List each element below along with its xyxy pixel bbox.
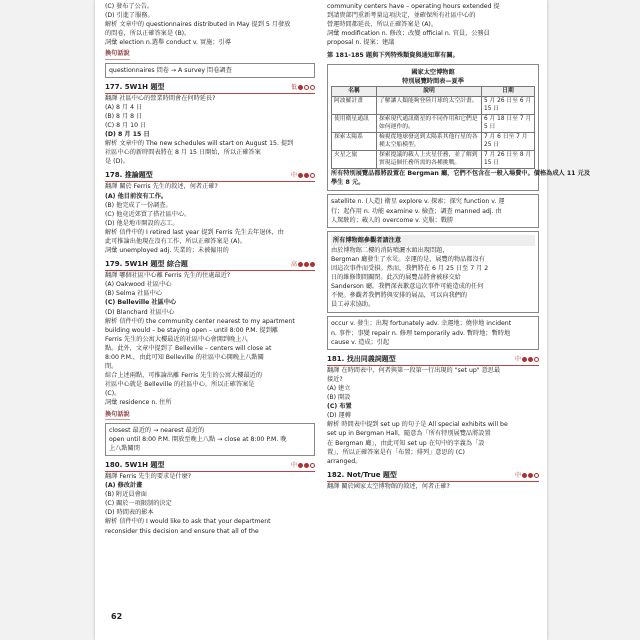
option-line: (A) Oakwood 社區中心: [105, 281, 172, 289]
difficulty-label: 中: [514, 355, 521, 363]
explanation-line: 是 (D)。: [105, 158, 129, 166]
option-line: (A) 建立: [327, 384, 351, 392]
question-number: 181. 找出同義詞題型: [327, 354, 396, 363]
translation-line: 翻譯 關於國家太空博物館的敘述，何者正確?: [327, 482, 450, 490]
answer-option-line: (C) 布置: [327, 403, 352, 411]
translation-line: 翻譯 哪個社區中心離 Ferris 先生的住處最近?: [105, 272, 231, 280]
table-cell: 阿波羅計畫: [332, 97, 377, 115]
paraphrase-heading: 換句話說: [105, 49, 130, 59]
explanation-line: 的問卷，所以正確答案是 (B)。: [105, 30, 191, 38]
table-cell: 5 月 26 日至 6 月 15 日: [482, 97, 535, 115]
option-line: (D) 時間表的影本: [105, 509, 154, 517]
translation-line: 翻譯 關於 Ferris 先生的敘述，何者正確?: [105, 183, 218, 191]
option-line: (B) Selma 社區中心: [105, 290, 163, 298]
paraphrase-box: [105, 63, 315, 78]
paraphrase-line: 上八點關閉: [109, 444, 140, 452]
table-row: [332, 115, 535, 133]
option-line: (B) 8 月 8 日: [105, 112, 143, 120]
explanation-line: 在 Bergman 廳」，由此可知 set up 在句中的字義為「設: [327, 439, 485, 447]
explanation-line: 社區中心的新時間表將在 8 月 15 日開始，所以正確答案: [105, 149, 261, 157]
option-line: (A) 8 月 4 日: [105, 103, 143, 111]
question-177-header: [105, 82, 315, 94]
difficulty-indicator: [291, 460, 315, 471]
table-note: 學生 8 元。: [331, 179, 365, 187]
schedule-subtitle: 特別展覽時間表—夏季: [402, 77, 464, 85]
question-178-header: [105, 170, 315, 182]
option-line: (C) 發布了公告。: [105, 3, 154, 10]
difficulty-label: 中: [290, 172, 297, 180]
explanation-line: Ferris 先生的公寓大樓最近的社區中心會開到晚上八: [105, 335, 248, 343]
explanation-line: set up in Bergman Hall，隨意為「所有特別展覽品將設置: [327, 430, 491, 438]
difficulty-indicator: [291, 82, 315, 93]
option-line: (D) 運轉: [327, 412, 351, 420]
vocab-line: n. 事件；事變 repair n. 修理 temporarily adv. 暫時地；暫時地: [331, 329, 511, 337]
difficulty-indicator: [515, 470, 539, 481]
explanation-line: 解析 時間表中提到 set up 的句子是 All special exhibits will be: [327, 421, 508, 429]
explanation-line: 營運時間都延長，所以正確答案是 (A)。: [327, 21, 438, 29]
answer-option-line: (D) 8 月 15 日: [105, 131, 150, 139]
right-column: [327, 2, 591, 491]
question-181-header: [327, 354, 539, 366]
explanation-line: arranged。: [327, 457, 362, 465]
explanation-line: 解析 文章中的 questionnaires distributed in May 提到 5 月發放: [105, 21, 291, 29]
explanation-line: 解析 信件中的 I retired last year 提到 Ferris 先生去年退休，由: [105, 228, 284, 236]
table-cell: 了解讓人類能夠登陸月球的太空計畫。: [377, 97, 482, 115]
filled-dot-icon: [298, 463, 303, 468]
explanation-line: 閉。: [105, 363, 118, 371]
filled-dot-icon: [528, 473, 533, 478]
paraphrase-box: [105, 423, 315, 456]
vocab-line: occur v. 發生；出現 fortunately adv. 幸運地；僥倖地 incident: [331, 320, 512, 328]
table-cell: 探索現代通訊衛星的不同作用和它們是如何運作的。: [377, 115, 482, 133]
difficulty-label: 中: [514, 471, 521, 479]
explanation-line: 到請貴部門重新考量這項決定，並確保所有社區中心的: [327, 12, 476, 20]
table-cell: 探索提議的載人上火星任務，並了解到實現這個任務所需的各種挑戰。: [377, 151, 482, 169]
answer-option-line: (C) Belleville 社區中心: [105, 299, 177, 307]
translation-line: 接近?: [327, 375, 343, 383]
empty-dot-icon: [310, 173, 315, 178]
question-182-header: [327, 470, 539, 482]
question-number: 182. Not/True 題型: [327, 470, 397, 479]
explanation-line: 此可推論出他現在沒有工作，所以正確答案是 (A)。: [105, 237, 246, 245]
translation-line: 翻譯 Ferris 先生的要求是什麼?: [105, 472, 192, 480]
question-179-header: [105, 259, 315, 271]
empty-dot-icon: [534, 357, 539, 362]
paraphrase-line: closest 最近的 → nearest 最近的: [109, 426, 205, 434]
vocab-line: satellite n. (人造) 衛星 explore v. 探索；探究 function v. 運: [331, 198, 505, 206]
explanation-line: building would – be staying open – until 8:00 P.M. 提到離: [105, 326, 279, 334]
answer-option-line: (A) 修改計畫: [105, 482, 143, 490]
page-number: 62: [111, 612, 123, 621]
question-number: 180. 5W1H 題型: [105, 460, 165, 469]
option-line: (B) 他完成了一份調查。: [105, 201, 172, 209]
translation-line: 翻譯 社區中心的營業時間會在何時延長?: [105, 94, 216, 102]
notice-line: 因這次事件而受損。然而，我們將在 6 月 25 日至 7 月 2: [331, 265, 489, 272]
museum-title: 國家太空博物館: [411, 68, 455, 76]
difficulty-indicator: [515, 354, 539, 365]
explanation-line: 解析 文章中的 The new schedules will start on August 15. 提到: [105, 140, 294, 148]
vocab-line: 詞彙 modification n. 修改；改變 official n. 官員，公務員: [327, 30, 490, 38]
table-row: [332, 97, 535, 115]
table-row: [332, 133, 535, 151]
filled-dot-icon: [522, 473, 527, 478]
difficulty-indicator: [291, 170, 315, 181]
filled-dot-icon: [522, 357, 527, 362]
filled-dot-icon: [528, 357, 533, 362]
option-line: (D) Blanchard 社區中心: [105, 308, 175, 316]
option-line: (B) 開設: [327, 394, 351, 402]
difficulty-label: 低: [290, 83, 297, 91]
notice-box: [327, 231, 539, 314]
table-cell: 7 月 6 日至 7 月 25 日: [482, 133, 535, 151]
explanation-line: community centers have – operating hours extended 提: [327, 3, 500, 10]
difficulty-indicator: [291, 259, 315, 270]
filled-dot-icon: [298, 173, 303, 178]
filled-dot-icon: [304, 173, 309, 178]
explanation-line: 綜合上述兩點，可推論出離 Ferris 先生的公寓大樓最近的: [105, 372, 263, 380]
paraphrase-line: questionnaires 問卷 → A survey 問卷調查: [109, 66, 232, 74]
notice-line: Sanderson 廳。我們深表歉意這次事件可能造成的任何: [331, 283, 484, 291]
vocab-line: cause v. 造成；引起: [331, 338, 390, 346]
option-line: (C) 8 月 10 日: [105, 121, 147, 129]
filled-dot-icon: [310, 262, 315, 267]
table-cell: 火星之旅: [332, 151, 377, 169]
paraphrase-heading: 換句話說: [105, 410, 130, 420]
left-column: [105, 2, 315, 536]
exhibit-table: [331, 86, 535, 170]
filled-dot-icon: [304, 463, 309, 468]
table-header: 說明: [377, 86, 482, 97]
table-row: [332, 151, 535, 169]
table-cell: 探索太陽系: [332, 133, 377, 151]
question-180-header: [105, 460, 315, 472]
empty-dot-icon: [310, 85, 315, 90]
explanation-line: 8:00 P.M.，由此可知 Belleville 的社區中心開晚上八點關: [105, 354, 264, 361]
explanation-line: 點。此外，文章中提到了 Belleville – centers will close at: [105, 344, 272, 352]
notice-line: 不便。參觀者我們將與安排的展品，可以向我們的: [331, 292, 468, 300]
paraphrase-line: open until 8:00 P.M. 開放至晚上八點 → close at 8:00 P.M. 晚: [109, 435, 287, 443]
table-cell: 使用衛星通訊: [332, 115, 377, 133]
filled-dot-icon: [298, 262, 303, 267]
notice-line: 由於博物館二樓的消防噴灑水頭出現問題，: [331, 246, 449, 254]
difficulty-label: 中: [290, 461, 297, 469]
vocab-line: 行；起作用 n. 功能 examine v. 檢查；調查 manned adj. 由: [331, 207, 502, 215]
question-number: 177. 5W1H 題型: [105, 82, 165, 91]
empty-dot-icon: [310, 463, 315, 468]
difficulty-label: 高: [290, 261, 297, 269]
empty-dot-icon: [534, 473, 539, 478]
empty-dot-icon: [304, 85, 309, 90]
table-cell: 7 月 26 日至 8 月 15 日: [482, 151, 535, 169]
vocab-box: [327, 194, 539, 227]
table-header: 日期: [482, 86, 535, 97]
vocab-line: proposal n. 提案；建議: [327, 39, 395, 47]
translation-line: 翻譯 在時間表中，何者與第一段第一行出現的 "set up" 意思最: [327, 366, 501, 374]
table-header: 名稱: [332, 86, 377, 97]
vocab-box: [327, 316, 539, 349]
table-cell: 檢視從地球發送到太陽系其他行星的各種太空船模型。: [377, 133, 482, 151]
question-number: 178. 推論題型: [105, 171, 153, 180]
explanation-line: reconsider this decision and ensure that all of the: [105, 527, 259, 535]
option-line: (C) 他竟近郊買了搭社區中心。: [105, 210, 191, 218]
option-line: (D) 他是地市開設的志工。: [105, 219, 179, 227]
option-line: (B) 附近員會面: [105, 491, 147, 499]
notice-title: 所有博物館參觀者請注意: [331, 235, 535, 246]
notice-line: 日的維修期間關閉。此次的展覽品將會被移交給: [331, 274, 461, 282]
answer-option-line: (A) 他目前沒有工作。: [105, 192, 168, 200]
notice-line: 員工尋求協助。: [331, 301, 375, 309]
filled-dot-icon: [298, 85, 303, 90]
explanation-line: 社區中心就是 Belleville 的社區中心，所以正確答案是: [105, 381, 255, 389]
explanation-line: 解析 信件中的 I would like to ask that your department: [105, 518, 271, 526]
question-number: 179. 5W1H 題型 綜合題: [105, 260, 188, 269]
explanation-line: (C)。: [105, 390, 121, 398]
explanation-line: 解析 信件中的 the community center nearest to my apartment: [105, 317, 295, 325]
vocab-line: 詞彙 unemployed adj. 失業的；未被僱用的: [105, 247, 229, 255]
vocab-line: 人駕駛的；載人的 overcome v. 克服；戰勝: [331, 216, 454, 224]
option-line: (D) 引進了服務。: [105, 12, 154, 20]
notice-line: Bergman 廳發生了水災。幸運的是，展覽的物品都沒有: [331, 255, 485, 263]
filled-dot-icon: [304, 262, 309, 267]
table-note: 所有特別展覽品都將設置在 Bergman 廳，它們不包含在一般入場費中。價格為成人 11 元及: [331, 170, 591, 178]
section-heading: 第 181-185 題與下列特殊類資與通知單有關。: [327, 52, 459, 60]
schedule-box: [327, 64, 591, 192]
vocab-line: 詞彙 residence n. 住所: [105, 399, 172, 407]
vocab-line: 詞彙 election n.選舉 conduct v. 實施；引導: [105, 39, 231, 47]
explanation-line: 置」，所以正確答案是有「布置；排列」意思的 (C): [327, 448, 465, 456]
option-line: (C) 關於一項限制的決定: [105, 500, 172, 508]
table-cell: 6 月 18 日至 7 月 5 日: [482, 115, 535, 133]
